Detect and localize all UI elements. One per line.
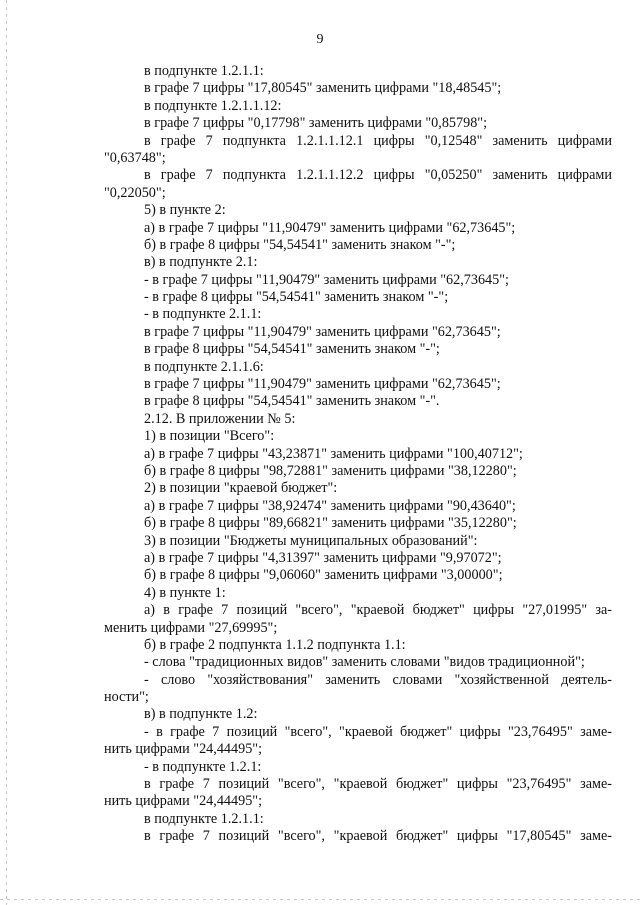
text-line: - слова "традиционных видов" заменить словами "видов традиционной";	[144, 654, 585, 671]
text-line: б) в графе 2 подпункта 1.1.2 подпункта 1.1:	[144, 636, 406, 653]
text-line: в подпункте 1.2.1.1:	[144, 63, 264, 79]
text-line: в графе 8 цифры "54,54541" заменить знаком "-";	[144, 341, 440, 358]
text-line: а) в графе 7 цифры "38,92474" заменить цифрами "90,43640";	[144, 497, 516, 514]
text-line: в) в подпункте 2.1:	[144, 254, 258, 271]
text-line: а) в графе 7 цифры "43,23871" заменить цифрами "100,40712";	[144, 445, 523, 462]
text-line: в графе 7 позиций "всего", "краевой бюджет" цифры "17,80545" заме-	[144, 828, 612, 845]
scan-edge-bottom	[0, 899, 640, 900]
text-line: а) в графе 7 позиций "всего", "краевой бюджет" цифры "27,01995" за-	[144, 602, 612, 619]
text-line: а) в графе 7 цифры "4,31397" заменить цифрами "9,97072";	[144, 549, 502, 566]
text-line: - слово "хозяйствования" заменить словами "хозяйственной деятель-	[144, 671, 612, 688]
text-line: - в подпункте 2.1.1:	[144, 306, 262, 323]
text-line: б) в графе 8 цифры "54,54541" заменить знаком "-";	[144, 236, 456, 253]
text-line: в подпункте 1.2.1.1:	[144, 810, 264, 827]
text-line: 5) в пункте 2:	[144, 202, 226, 219]
text-line: в графе 8 цифры "54,54541" заменить знаком "-".	[144, 393, 440, 410]
text-line: б) в графе 8 цифры "9,06060" заменить цифрами "3,00000";	[144, 567, 503, 584]
text-line: 4) в пункте 1:	[144, 584, 226, 601]
text-line: менить цифрами "27,69995";	[104, 619, 278, 636]
text-line: а) в графе 7 цифры "11,90479" заменить цифрами "62,73645";	[144, 219, 516, 236]
text-line: в графе 7 цифры "11,90479" заменить цифрами "62,73645";	[144, 323, 501, 340]
text-line: 2.12. В приложении № 5:	[144, 410, 296, 427]
scan-edge-left	[6, 0, 7, 905]
text-line: - в графе 8 цифры "54,54541" заменить знаком "-";	[144, 289, 449, 306]
text-line: "0,22050";	[104, 184, 166, 201]
text-line: б) в графе 8 цифры "89,66821" заменить цифрами "35,12280";	[144, 515, 517, 532]
text-line: нить цифрами "24,44495";	[104, 741, 263, 758]
text-line: нить цифрами "24,44495";	[104, 793, 263, 810]
text-line: "0,63748";	[104, 149, 166, 166]
text-line: 3) в позиции "Бюджеты муниципальных образований":	[144, 532, 478, 549]
text-line: в подпункте 1.2.1.1.12:	[144, 97, 282, 114]
text-line: - в графе 7 позиций "всего", "краевой бюджет" цифры "23,76495" заме-	[144, 723, 612, 740]
text-line: - в графе 7 цифры "11,90479" заменить цифрами "62,73645";	[144, 271, 509, 288]
text-line: в графе 7 цифры "11,90479" заменить цифрами "62,73645";	[144, 376, 501, 393]
document-body	[104, 63, 612, 846]
text-line: в графе 7 позиций "всего", "краевой бюджет" цифры "23,76495" заме-	[144, 776, 612, 793]
text-line: в графе 7 подпункта 1.2.1.1.12.2 цифры "0,05250" заменить цифрами	[144, 167, 612, 184]
text-line: б) в графе 8 цифры "98,72881" заменить цифрами "38,12280";	[144, 462, 517, 479]
text-line: ности";	[104, 689, 149, 706]
text-line: в графе 7 подпункта 1.2.1.1.12.1 цифры "0,12548" заменить цифрами	[144, 132, 612, 149]
text-line: в графе 7 цифры "17,80545" заменить цифрами "18,48545";	[144, 80, 502, 97]
text-line: 2) в позиции "краевой бюджет":	[144, 480, 338, 497]
text-line: в графе 7 цифры "0,17798" заменить цифрами "0,85798";	[144, 115, 488, 132]
text-line: в подпункте 2.1.1.6:	[144, 358, 264, 375]
text-line: - в подпункте 1.2.1:	[144, 758, 262, 775]
text-line: в) в подпункте 1.2:	[144, 706, 258, 723]
page-number: 9	[316, 32, 324, 47]
text-line: 1) в позиции "Всего":	[144, 428, 275, 445]
